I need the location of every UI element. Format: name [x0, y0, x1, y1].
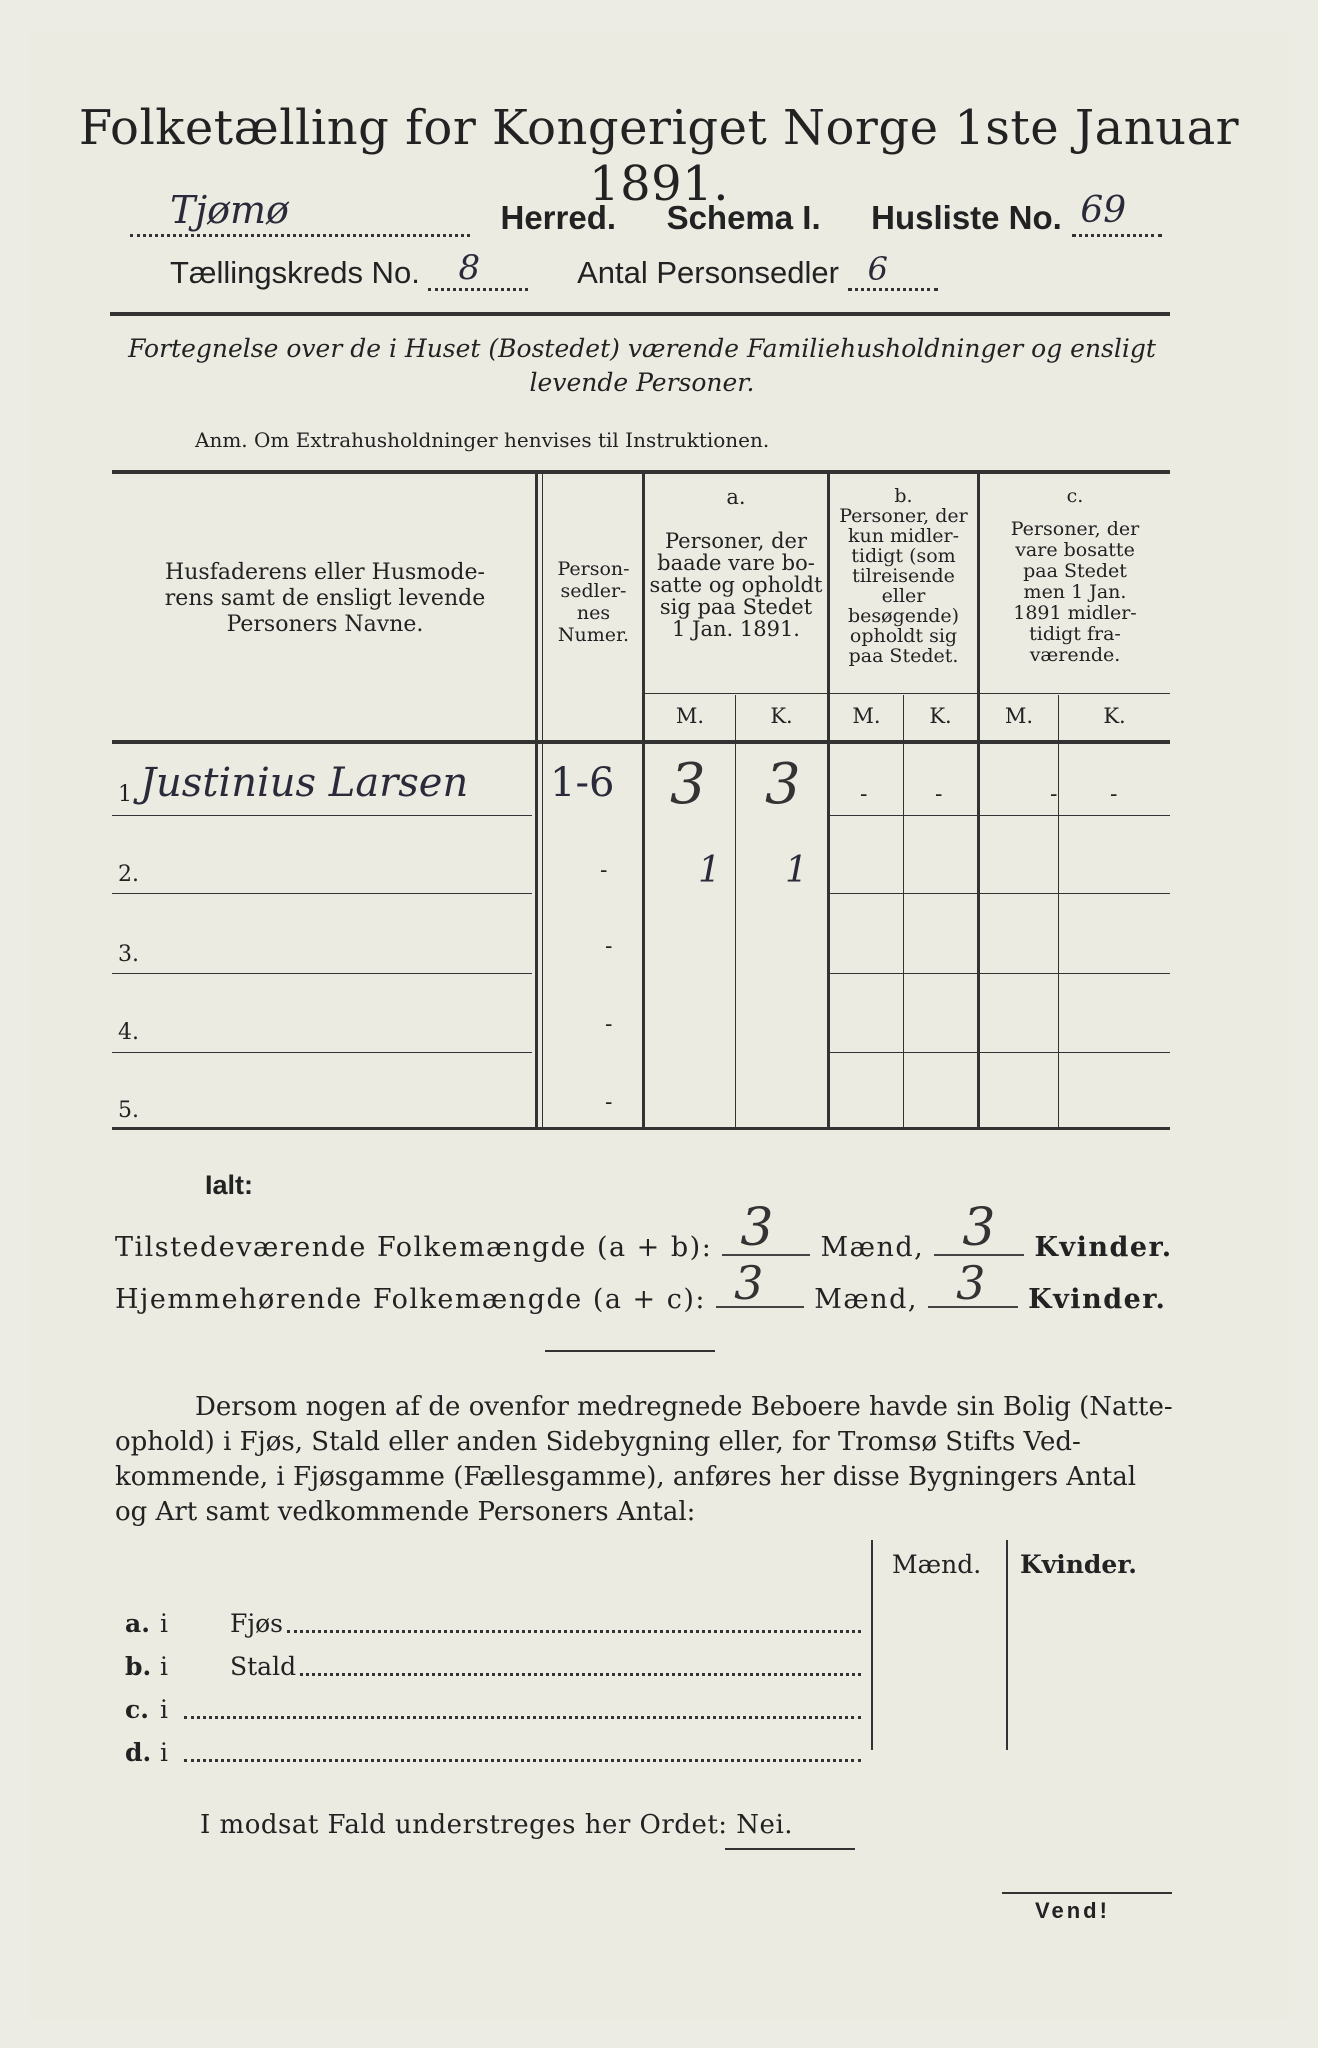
- col-b-line: tilreisende: [852, 565, 955, 587]
- row-line: [112, 893, 532, 894]
- row-b-m: -: [860, 782, 868, 807]
- row-line: [980, 973, 1170, 974]
- table-header-bottom-border: [112, 740, 1170, 744]
- present-maend-label: Mænd,: [820, 1232, 925, 1263]
- husliste-value: 69: [1080, 190, 1127, 231]
- buildings-paragraph-line: og Art samt vedkommende Personers Antal:: [115, 1497, 696, 1527]
- col-header-num-line: nes: [576, 602, 611, 624]
- present-k-value: 3: [962, 1198, 997, 1258]
- intro-text: [112, 332, 1172, 400]
- building-letter: c.: [125, 1695, 149, 1724]
- buildings-maend-header: Mænd.: [892, 1550, 982, 1579]
- row-person-numbers: -: [600, 858, 608, 883]
- header-row-tellingskreds: [170, 248, 1270, 291]
- col-a-m-label: M.: [675, 704, 705, 728]
- row-number: 3.: [118, 942, 139, 967]
- resident-m-field: [716, 1256, 804, 1310]
- col-c-line: vare bosatte: [1015, 539, 1135, 561]
- header-row-municipality: [130, 188, 1270, 237]
- col-a-letter: a.: [726, 485, 746, 509]
- col-c-line: 1891 midler-: [1013, 602, 1137, 624]
- present-population-line: [115, 1198, 1175, 1263]
- col-header-num: [545, 558, 642, 646]
- intro-line-2: levende Personer.: [529, 368, 755, 397]
- row-line: [830, 815, 977, 816]
- buildings-divider-left: [871, 1540, 873, 1750]
- present-kvinder-label: Kvinder.: [1034, 1232, 1173, 1263]
- divider-name-num: [535, 474, 538, 1127]
- row-line: [980, 1052, 1170, 1053]
- col-c-line: paa Stedet: [1023, 560, 1127, 582]
- herred-label: Herred.: [500, 199, 617, 236]
- row-line: [980, 893, 1170, 894]
- col-b-line: kun midler-: [847, 525, 960, 547]
- col-header-name-line: Husfaderens eller Husmode-: [165, 560, 485, 585]
- tellingskreds-value: 8: [458, 248, 481, 288]
- resident-maend-label: Mænd,: [814, 1284, 918, 1315]
- present-m-field: [722, 1198, 810, 1258]
- section-divider: [545, 1350, 715, 1352]
- buildings-list: [125, 1602, 865, 1774]
- resident-kvinder-label: Kvinder.: [1028, 1284, 1167, 1315]
- col-a-line: sig paa Stedet: [659, 595, 813, 619]
- buildings-paragraph-line: ophold) i Fjøs, Stald eller anden Sidebygning eller, for Tromsø Stifts Ved-: [115, 1427, 1081, 1457]
- col-c-line: men 1 Jan.: [1023, 581, 1127, 603]
- row-a-m: 3: [670, 752, 706, 817]
- building-item: [125, 1731, 865, 1774]
- nei-underline: [725, 1848, 855, 1850]
- building-dots: [287, 1602, 861, 1633]
- present-m-value: 3: [740, 1198, 775, 1258]
- schema-label: Schema I.: [666, 199, 821, 236]
- col-header-name-line: Personers Navne.: [226, 612, 424, 637]
- resident-k-value: 3: [956, 1256, 987, 1310]
- row-line: [830, 973, 977, 974]
- col-a-line: Personer, der: [664, 529, 808, 553]
- row-c-m: -: [1050, 782, 1058, 807]
- personsedler-value: 6: [867, 250, 888, 288]
- col-b-letter: b.: [894, 485, 913, 507]
- building-i: i: [160, 1652, 168, 1681]
- building-i: i: [160, 1738, 168, 1767]
- building-item: [125, 1688, 865, 1731]
- divider-a-mk: [735, 695, 736, 1127]
- census-form-page: [30, 30, 1288, 2020]
- row-a-k: 1: [785, 850, 808, 891]
- personsedler-label: Antal Personsedler: [577, 255, 839, 290]
- buildings-paragraph: [115, 1390, 1175, 1530]
- row-line: [980, 815, 1170, 816]
- row-name: Justinius Larsen: [140, 760, 469, 806]
- row-person-numbers: -: [605, 1012, 613, 1037]
- col-a-line: satte og opholdt: [649, 573, 823, 597]
- building-letter: b.: [125, 1652, 152, 1681]
- col-b-m-label: M.: [852, 704, 881, 728]
- row-person-numbers: -: [605, 1090, 613, 1115]
- col-b-line: paa Stedet.: [848, 645, 959, 667]
- row-line: [112, 1052, 532, 1053]
- table-top-border: [112, 470, 1170, 474]
- row-line: [112, 815, 532, 816]
- building-dots: [184, 1731, 861, 1762]
- resident-population-line: [115, 1256, 1175, 1315]
- building-item: [125, 1602, 865, 1645]
- header-divider: [110, 312, 1170, 316]
- col-c-letter: c.: [1066, 485, 1084, 507]
- building-i: i: [160, 1609, 168, 1638]
- divider-name-num-double: [542, 474, 543, 1127]
- resident-label: Hjemmehørende Folkemængde (a + c):: [115, 1284, 706, 1315]
- ialt-label: Ialt:: [205, 1170, 254, 1200]
- row-line: [830, 893, 977, 894]
- col-header-num-line: Person-: [557, 558, 630, 580]
- buildings-paragraph-line: Dersom nogen af de ovenfor medregnede Beboere havde sin Bolig (Natte-: [195, 1392, 1173, 1422]
- col-b-line: Personer, der: [839, 505, 968, 527]
- vend-rule: [1002, 1892, 1172, 1894]
- row-number: 4.: [118, 1020, 139, 1045]
- col-b-line: opholdt sig: [849, 625, 958, 647]
- row-b-k: -: [935, 782, 943, 807]
- row-a-k: 3: [765, 752, 801, 817]
- col-a-k-label: K.: [770, 704, 793, 728]
- row-person-numbers: 1-6: [550, 760, 615, 806]
- row-a-m: 1: [698, 850, 721, 891]
- table-bottom-border: [112, 1127, 1170, 1130]
- building-letter: d.: [125, 1738, 152, 1767]
- col-header-b: [830, 486, 977, 666]
- husliste-label: Husliste No.: [871, 199, 1062, 236]
- building-label: Fjøs: [230, 1609, 283, 1638]
- present-k-field: [934, 1198, 1024, 1258]
- municipality-field: [130, 188, 470, 237]
- col-c-line: værende.: [1029, 644, 1121, 666]
- intro-line-1: Fortegnelse over de i Huset (Bostedet) værende Familiehusholdninger og ensligt: [128, 334, 1156, 363]
- municipality-value: Tjømø: [170, 188, 289, 232]
- personsedler-field: [848, 250, 938, 291]
- col-header-name: [120, 560, 530, 638]
- col-c-line: Personer, der: [1010, 518, 1140, 540]
- row-number: 1.: [118, 782, 139, 807]
- row-number: 2.: [118, 862, 139, 887]
- tellingskreds-field: [428, 248, 528, 291]
- col-header-num-line: sedler-: [560, 580, 627, 602]
- building-i: i: [160, 1695, 168, 1724]
- divider-c-mk: [1058, 695, 1059, 1127]
- col-a-line: baade vare bo-: [657, 551, 815, 575]
- present-label: Tilstedeværende Folkemængde (a + b):: [115, 1232, 713, 1263]
- tellingskreds-label: Tællingskreds No.: [170, 255, 420, 290]
- resident-m-value: 3: [734, 1256, 765, 1310]
- col-header-a: [645, 486, 827, 640]
- col-header-name-line: rens samt de ensligt levende: [164, 586, 486, 611]
- buildings-divider-right: [1006, 1540, 1008, 1750]
- husliste-field: [1072, 190, 1162, 237]
- building-dots: [300, 1645, 861, 1676]
- row-number: 5.: [118, 1098, 139, 1123]
- col-b-line: besøgende): [847, 605, 960, 627]
- nei-statement: I modsat Fald understreges her Ordet: Nei.: [200, 1810, 794, 1840]
- col-b-line: eller: [881, 585, 926, 607]
- vend-label: Vend!: [1035, 1898, 1110, 1923]
- col-c-k-label: K.: [1103, 704, 1126, 728]
- row-c-k: -: [1110, 782, 1118, 807]
- col-header-c: [980, 486, 1170, 666]
- col-b-k-label: K.: [929, 704, 952, 728]
- col-a-line: 1 Jan. 1891.: [672, 617, 800, 641]
- building-item: [125, 1645, 865, 1688]
- anm-note: Anm. Om Extrahusholdninger henvises til Instruktionen.: [195, 428, 770, 452]
- row-person-numbers: -: [605, 934, 613, 959]
- row-line: [830, 1052, 977, 1053]
- row-line: [112, 973, 532, 974]
- building-letter: a.: [125, 1609, 150, 1638]
- resident-k-field: [928, 1256, 1018, 1310]
- col-header-num-line: Numer.: [557, 624, 630, 646]
- buildings-kvinder-header: Kvinder.: [1020, 1550, 1137, 1579]
- mk-top-line: [642, 693, 1170, 694]
- divider-b-mk: [903, 695, 904, 1127]
- col-c-m-label: M.: [1004, 704, 1034, 728]
- col-c-line: tidigt fra-: [1029, 623, 1121, 645]
- buildings-paragraph-line: kommende, i Fjøsgamme (Fællesgamme), anføres her disse Bygningers Antal: [115, 1462, 1137, 1492]
- col-b-line: tidigt (som: [851, 545, 956, 567]
- building-dots: [184, 1688, 861, 1719]
- building-label: Stald: [230, 1652, 297, 1681]
- form-title: Folketælling for Kongeriget Norge 1ste Januar 1891.: [78, 100, 1240, 212]
